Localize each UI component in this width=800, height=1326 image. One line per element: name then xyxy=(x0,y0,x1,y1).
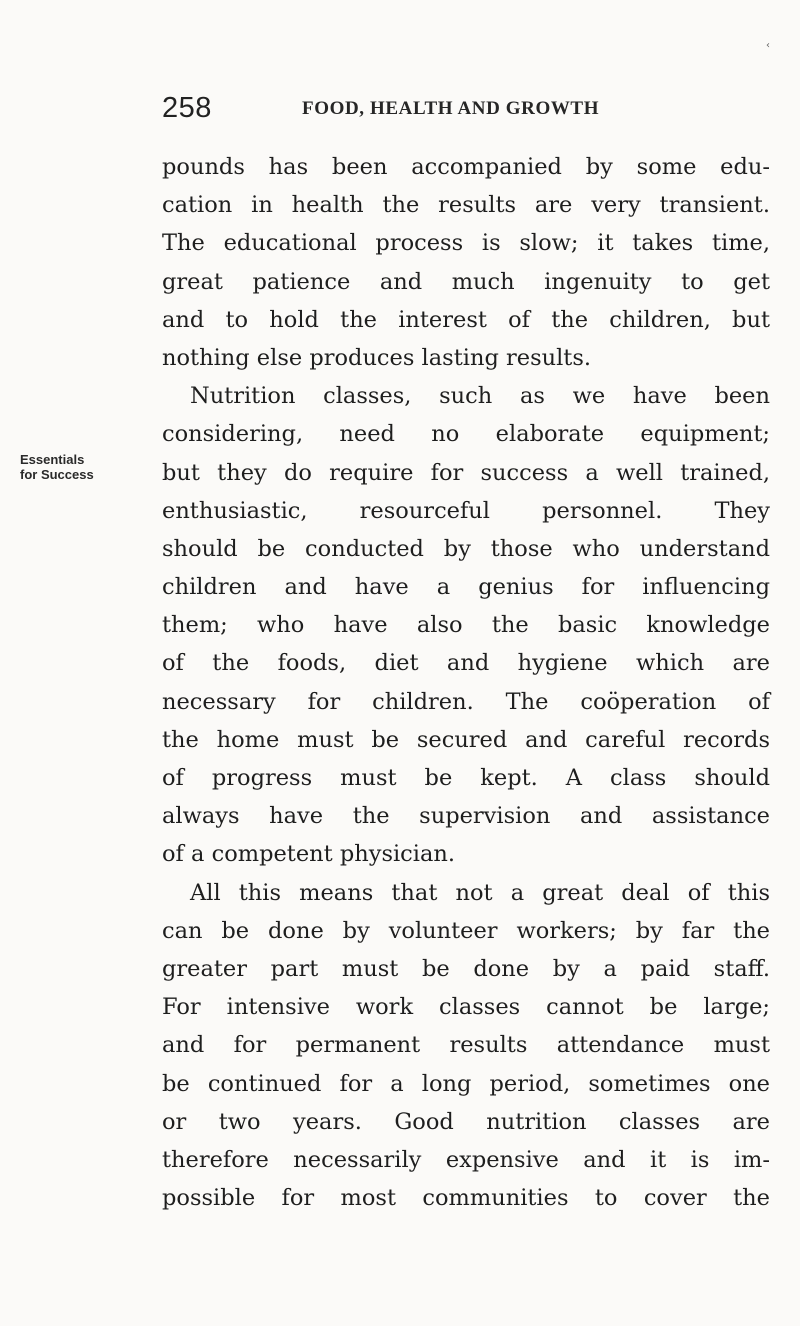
text-line: pounds has been accompanied by some edu- xyxy=(162,154,770,180)
text-line: of a competent physician. xyxy=(162,841,456,868)
text-line: but they do require for success a well trained, xyxy=(162,459,770,486)
text-line: The educational process is slow; it takes time, xyxy=(162,230,770,257)
text-line: of the foods, diet and hygiene which are xyxy=(162,650,770,677)
text-line: enthusiastic, resourceful personnel. They xyxy=(162,497,770,524)
text-line: nothing else produces lasting results. xyxy=(162,344,592,371)
text-line: necessary for children. The coöperation of xyxy=(162,688,770,715)
text-line: great patience and much ingenuity to get xyxy=(162,268,770,295)
text-line: For intensive work classes cannot be large; xyxy=(162,994,770,1021)
page-number: 258 xyxy=(162,92,212,124)
text-line: the home must be secured and careful records xyxy=(162,726,770,753)
marginal-note-line: Essentials xyxy=(20,452,85,467)
text-line: considering, need no elaborate equipment; xyxy=(162,421,770,448)
running-head xyxy=(162,92,800,132)
marginal-note xyxy=(20,452,130,482)
text-line: or two years. Good nutrition classes are xyxy=(162,1108,770,1135)
text-line: always have the supervision and assistance xyxy=(162,803,770,830)
marginal-note-line: for Success xyxy=(20,467,94,482)
text-line: All this means that not a great deal of this xyxy=(190,879,770,906)
text-line: can be done by volunteer workers; by far the xyxy=(162,917,770,944)
text-line: cation in health the results are very transient. xyxy=(162,192,770,219)
text-line: should be conducted by those who understand xyxy=(162,535,770,562)
text-line: therefore necessarily expensive and it is im- xyxy=(162,1146,770,1173)
text-line: Nutrition classes, such as we have been xyxy=(190,383,770,410)
text-line: of progress must be kept. A class should xyxy=(162,765,770,791)
text-line: and to hold the interest of the children, but xyxy=(162,306,770,333)
text-line: possible for most communities to cover the xyxy=(162,1185,770,1212)
text-line: and for permanent results attendance must xyxy=(162,1032,770,1059)
corner-mark: ‹ xyxy=(766,40,770,51)
text-line: greater part must be done by a paid staff. xyxy=(162,955,770,982)
text-line: children and have a genius for influencing xyxy=(162,574,770,601)
body-text xyxy=(162,148,770,1217)
running-title: FOOD, HEALTH AND GROWTH xyxy=(302,98,600,119)
text-line: them; who have also the basic knowledge xyxy=(162,612,770,639)
text-line: be continued for a long period, sometimes one xyxy=(162,1070,770,1097)
